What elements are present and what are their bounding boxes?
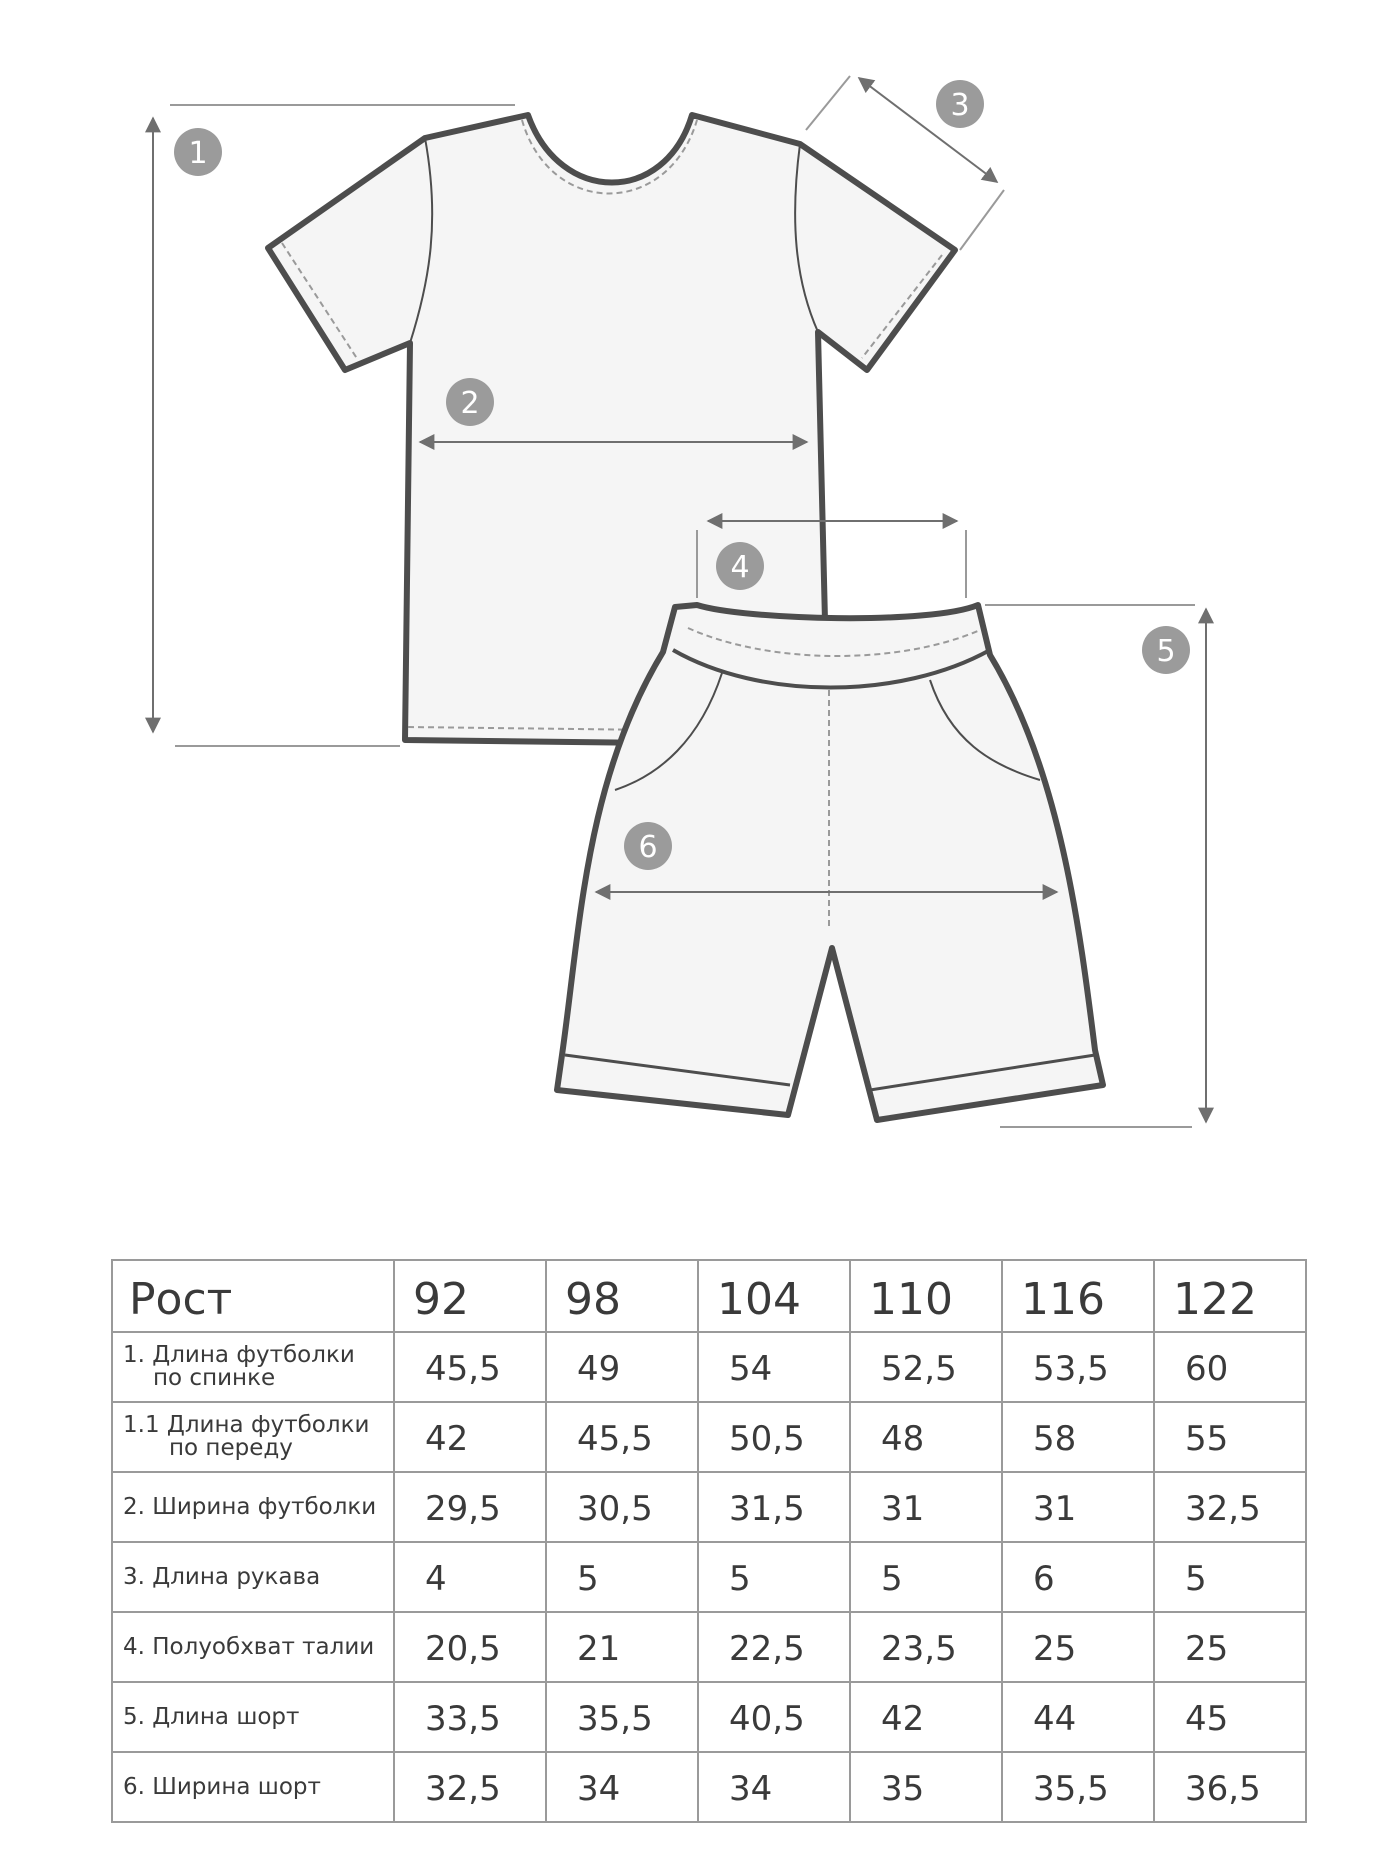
header-size: 104 (698, 1260, 850, 1332)
header-label: Рост (112, 1260, 394, 1332)
header-size: 122 (1154, 1260, 1306, 1332)
size-chart-table (111, 1259, 1307, 1823)
table-cell: 6 (1002, 1542, 1154, 1612)
table-cell: 42 (850, 1682, 1002, 1752)
table-cell: 36,5 (1154, 1752, 1306, 1822)
table-cell: 4 (394, 1542, 546, 1612)
table-cell: 52,5 (850, 1332, 1002, 1402)
table-cell: 53,5 (1002, 1332, 1154, 1402)
svg-text:5: 5 (1156, 634, 1176, 669)
table-cell: 54 (698, 1332, 850, 1402)
table-cell: 23,5 (850, 1612, 1002, 1682)
svg-text:3: 3 (950, 88, 970, 123)
table-row (112, 1752, 1306, 1822)
table-cell: 5 (698, 1542, 850, 1612)
table-cell: 40,5 (698, 1682, 850, 1752)
svg-text:1: 1 (188, 136, 208, 171)
table-cell: 31,5 (698, 1472, 850, 1542)
row-label: 2. Ширина футболки (112, 1472, 394, 1542)
table-cell: 50,5 (698, 1402, 850, 1472)
table-cell: 42 (394, 1402, 546, 1472)
table-cell: 32,5 (1154, 1472, 1306, 1542)
table-cell: 32,5 (394, 1752, 546, 1822)
table-cell: 35 (850, 1752, 1002, 1822)
row-label: 6. Ширина шорт (112, 1752, 394, 1822)
table-cell: 60 (1154, 1332, 1306, 1402)
table-cell: 35,5 (546, 1682, 698, 1752)
table-row (112, 1332, 1306, 1402)
header-size: 110 (850, 1260, 1002, 1332)
table-cell: 44 (1002, 1682, 1154, 1752)
measure-3-ext-a (806, 76, 850, 130)
badge-4 (716, 542, 764, 590)
table-header-row (112, 1260, 1306, 1332)
table-cell: 34 (546, 1752, 698, 1822)
row-label-line2: по спинке (153, 1365, 276, 1391)
table-cell: 5 (850, 1542, 1002, 1612)
table-cell: 55 (1154, 1402, 1306, 1472)
header-size: 116 (1002, 1260, 1154, 1332)
table-cell: 45,5 (546, 1402, 698, 1472)
badge-2 (446, 378, 494, 426)
table-cell: 21 (546, 1612, 698, 1682)
table-cell: 49 (546, 1332, 698, 1402)
svg-text:2: 2 (460, 386, 480, 421)
row-label-line1: 1. Длина футболки (123, 1342, 355, 1368)
row-label: 3. Длина рукава (112, 1542, 394, 1612)
table-cell: 35,5 (1002, 1752, 1154, 1822)
table-row (112, 1472, 1306, 1542)
table-cell: 25 (1154, 1612, 1306, 1682)
table-row (112, 1402, 1306, 1472)
table-cell: 5 (546, 1542, 698, 1612)
table-cell: 58 (1002, 1402, 1154, 1472)
table-cell: 45,5 (394, 1332, 546, 1402)
row-label (112, 1402, 394, 1472)
table-cell: 31 (850, 1472, 1002, 1542)
badge-3 (936, 80, 984, 128)
row-label: 5. Длина шорт (112, 1682, 394, 1752)
table-row (112, 1612, 1306, 1682)
table-row (112, 1682, 1306, 1752)
row-label: 4. Полуобхват талии (112, 1612, 394, 1682)
table-cell: 33,5 (394, 1682, 546, 1752)
badge-5 (1142, 626, 1190, 674)
table-cell: 31 (1002, 1472, 1154, 1542)
row-label (112, 1332, 394, 1402)
badge-1 (174, 128, 222, 176)
svg-text:4: 4 (730, 550, 750, 585)
header-size: 92 (394, 1260, 546, 1332)
header-size: 98 (546, 1260, 698, 1332)
table-cell: 30,5 (546, 1472, 698, 1542)
table-cell: 25 (1002, 1612, 1154, 1682)
badge-6 (624, 822, 672, 870)
row-label-line2: по переду (169, 1435, 293, 1461)
table-cell: 34 (698, 1752, 850, 1822)
table-cell: 20,5 (394, 1612, 546, 1682)
svg-text:6: 6 (638, 830, 658, 865)
table-cell: 5 (1154, 1542, 1306, 1612)
measure-3-ext-b (960, 190, 1004, 250)
row-label-line1: 1.1 Длина футболки (123, 1412, 370, 1438)
table-cell: 48 (850, 1402, 1002, 1472)
table-cell: 22,5 (698, 1612, 850, 1682)
table-cell: 45 (1154, 1682, 1306, 1752)
table-cell: 29,5 (394, 1472, 546, 1542)
table-row (112, 1542, 1306, 1612)
